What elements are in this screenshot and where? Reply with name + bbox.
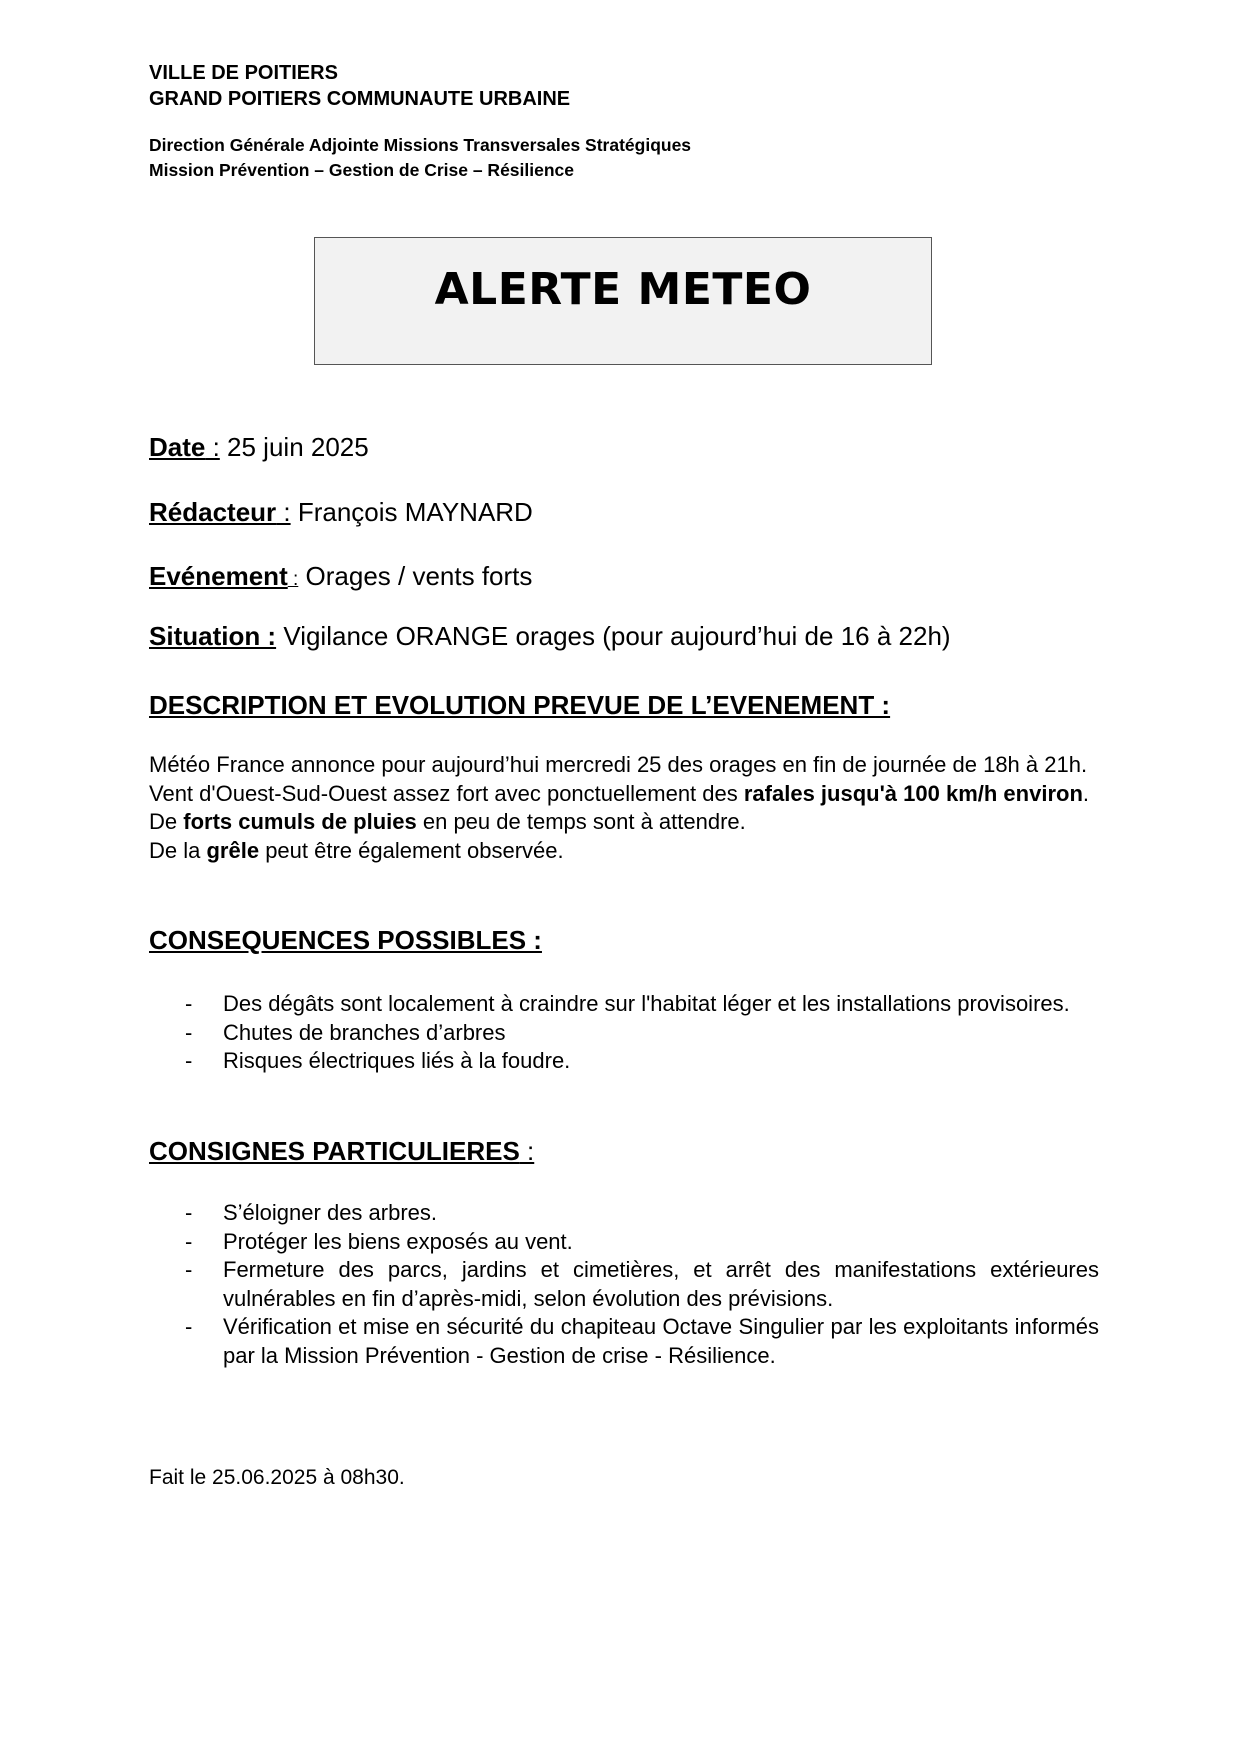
list-item-text: Des dégâts sont localement à craindre sur l'habitat léger et les installations provisoires. xyxy=(223,991,1070,1016)
org-name-line1: VILLE DE POITIERS xyxy=(149,62,338,84)
list-item-text: Chutes de branches d’arbres xyxy=(223,1019,506,1045)
date-value: 25 juin 2025 xyxy=(219,432,369,462)
organization-header xyxy=(149,60,570,112)
description-emphasis: grêle xyxy=(206,837,260,863)
redacteur-separator: : xyxy=(276,497,291,527)
list-bullet: - xyxy=(185,1019,193,1045)
redacteur-value: François MAYNARD xyxy=(290,497,533,527)
description-paragraph-3 xyxy=(149,837,1099,866)
list-bullet: - xyxy=(185,1257,193,1282)
list-item xyxy=(149,1047,1099,1076)
evenement-field xyxy=(149,561,532,592)
date-separator: : xyxy=(205,432,220,462)
consignes-heading-text: CONSIGNES PARTICULIERES xyxy=(149,1136,520,1166)
consequences-list xyxy=(149,990,1099,1076)
list-bullet: - xyxy=(185,1048,193,1073)
list-bullet: - xyxy=(185,1314,193,1339)
description-emphasis: rafales jusqu'à 100 km/h environ xyxy=(743,780,1083,806)
list-item xyxy=(149,990,1099,1019)
consequences-heading: CONSEQUENCES POSSIBLES : xyxy=(149,925,542,955)
description-paragraph-1 xyxy=(149,751,1099,808)
list-item xyxy=(149,1313,1099,1370)
list-item xyxy=(149,1199,1099,1228)
description-text-run: Météo France annonce pour aujourd’hui mercredi 25 des orages en fin de journée de 18h à 21h. Vent d'Ouest-Sud-Ouest assez fort avec ponctuellement des xyxy=(149,752,1088,806)
evenement-separator: : xyxy=(287,569,299,590)
document-title: ALERTE METEO xyxy=(434,264,812,315)
evenement-value: Orages / vents forts xyxy=(298,561,533,591)
description-text-run: De xyxy=(149,809,184,834)
list-bullet: - xyxy=(185,991,193,1016)
org-name-line2: GRAND POITIERS COMMUNAUTE URBAINE xyxy=(149,88,571,110)
description-heading: DESCRIPTION ET EVOLUTION PREVUE DE L’EVENEMENT : xyxy=(149,690,891,720)
date-field xyxy=(149,432,369,463)
situation-field xyxy=(149,621,951,652)
description-text xyxy=(149,751,1099,865)
list-item-text: Vérification et mise en sécurité du chapiteau Octave Singulier par les exploitants informés par la Mission Prévention - Gestion de crise - Résilience. xyxy=(223,1314,1099,1368)
consignes-heading-colon: : xyxy=(519,1136,535,1166)
list-item xyxy=(149,1019,1099,1048)
description-text-run: De la xyxy=(149,837,207,863)
redacteur-field xyxy=(149,497,533,528)
evenement-label: Evénement xyxy=(149,561,288,591)
footer-signature-date: Fait le 25.06.2025 à 08h30. xyxy=(149,1466,405,1489)
description-text-run: en peu de temps sont à attendre. xyxy=(416,809,746,834)
description-text-run: peut être également observée. xyxy=(259,837,564,863)
department-line1: Direction Générale Adjointe Missions Transversales Stratégiques xyxy=(149,135,692,155)
date-label: Date xyxy=(149,432,206,462)
title-box xyxy=(314,237,932,365)
description-emphasis: forts cumuls de pluies xyxy=(183,809,417,834)
consignes-list xyxy=(149,1199,1099,1370)
description-text-run: . xyxy=(1082,780,1090,806)
redacteur-label: Rédacteur xyxy=(149,497,277,527)
list-bullet: - xyxy=(185,1228,193,1254)
consignes-heading xyxy=(149,1136,534,1167)
list-item-text: Risques électriques liés à la foudre. xyxy=(223,1048,571,1073)
department-header xyxy=(149,133,691,183)
list-item-text: Fermeture des parcs, jardins et cimetières, et arrêt des manifestations extérieures vulnérables en fin d’après-midi, selon évolution des prévisions. xyxy=(223,1257,1099,1311)
list-item-text: Protéger les biens exposés au vent. xyxy=(223,1228,573,1254)
department-line2: Mission Prévention – Gestion de Crise – Résilience xyxy=(149,160,575,180)
list-item xyxy=(149,1256,1099,1313)
list-item-text: S’éloigner des arbres. xyxy=(223,1200,438,1225)
situation-label: Situation : xyxy=(149,621,277,651)
description-paragraph-2 xyxy=(149,808,1099,837)
list-item xyxy=(149,1228,1099,1257)
list-bullet: - xyxy=(185,1200,193,1225)
situation-value: Vigilance ORANGE orages (pour aujourd’hui de 16 à 22h) xyxy=(276,621,951,651)
